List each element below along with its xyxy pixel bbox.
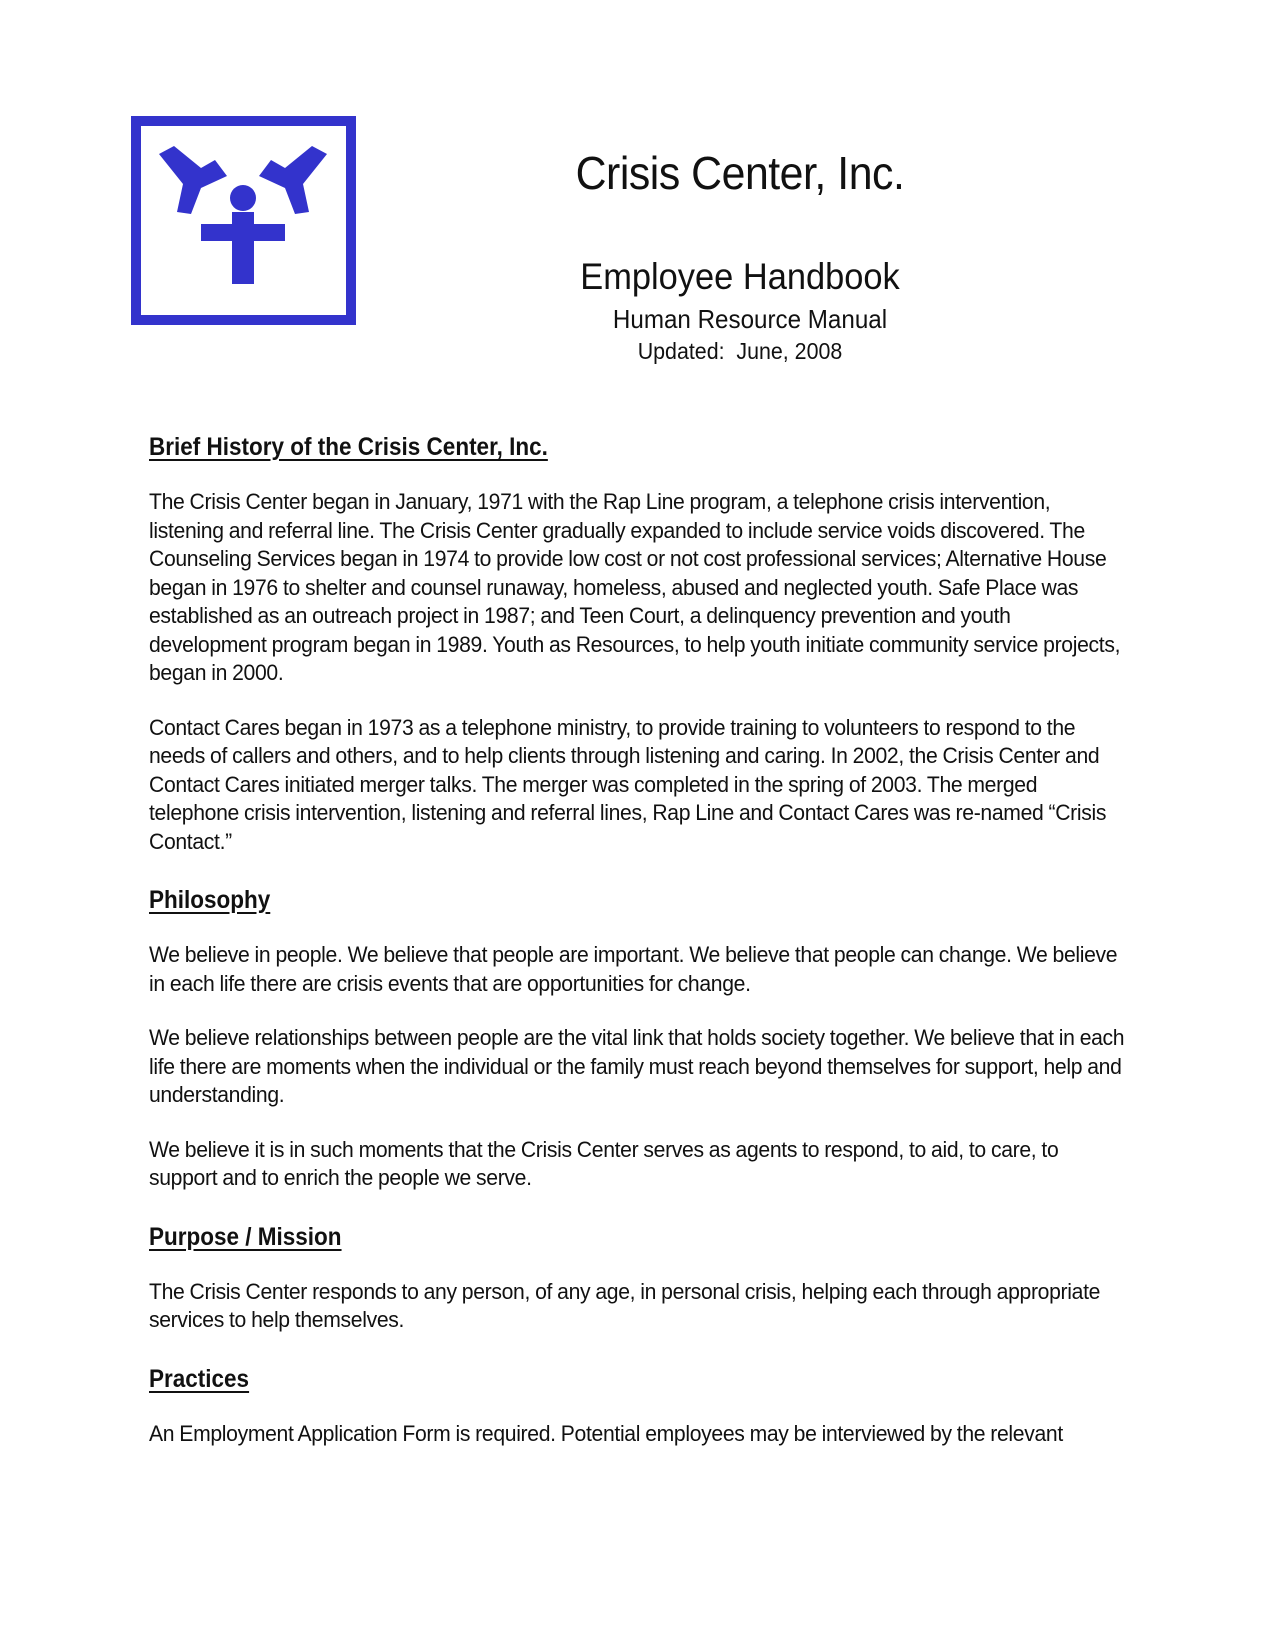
updated-date: Updated: June, 2008	[637, 338, 843, 364]
paragraph: We believe in people. We believe that people are important. We believe that people can change. We believe in each life there are crisis events that are opportunities for change.	[149, 942, 1118, 996]
section-purpose-mission	[149, 1222, 1129, 1335]
section-brief-history	[149, 432, 1129, 856]
paragraph: The Crisis Center responds to any person, of any age, in personal crisis, helping each through appropriate services to help themselves.	[149, 1278, 1101, 1332]
section-heading: Brief History of the Crisis Center, Inc.	[149, 433, 548, 461]
paragraph: Contact Cares began in 1973 as a telephone ministry, to provide training to volunteers to respond to the needs of callers and others, and to help clients through listening and caring. In 2002, the Crisis Center and Contact Cares initiated merger talks. The merger was completed in the spring of 2003. The merged telephone crisis intervention, listening and referral lines, Rap Line and Contact Cares was re-named “Crisis Contact.”	[149, 714, 1107, 854]
section-practices	[149, 1364, 1129, 1449]
section-heading: Practices	[149, 1364, 250, 1393]
section-philosophy	[149, 885, 1129, 1193]
document-body	[149, 432, 1129, 1448]
document-subtitle: Human Resource Manual	[612, 304, 888, 334]
document-title: Employee Handbook	[580, 256, 900, 297]
crisis-center-logo	[131, 116, 356, 325]
section-heading: Philosophy	[149, 886, 271, 914]
section-heading: Purpose / Mission	[149, 1222, 342, 1251]
paragraph: We believe relationships between people are the vital link that holds society together. We believe that in each life there are moments when the individual or the family must reach beyond themselves for support, help and understanding.	[149, 1025, 1125, 1107]
paragraph: The Crisis Center began in January, 1971 with the Rap Line program, a telephone crisis intervention, listening and referral line. The Crisis Center gradually expanded to include service voids discovered. The Counseling Services began in 1974 to provide low cost or not cost professional services; Alternative House began in 1976 to shelter and counsel runaway, homeless, abused and neglected youth. Safe Place was established as an outreach project in 1987; and Teen Court, a delinquency prevention and youth development program began in 1989. Youth as Resources, to help youth initiate community service projects, began in 2000.	[149, 489, 1121, 685]
paragraph: An Employment Application Form is required. Potential employees may be interviewed by the relevant	[149, 1420, 1063, 1446]
paragraph: We believe it is in such moments that the Crisis Center serves as agents to respond, to aid, to care, to support and to enrich the people we serve.	[149, 1136, 1059, 1190]
organization-title: Crisis Center, Inc.	[575, 147, 905, 199]
